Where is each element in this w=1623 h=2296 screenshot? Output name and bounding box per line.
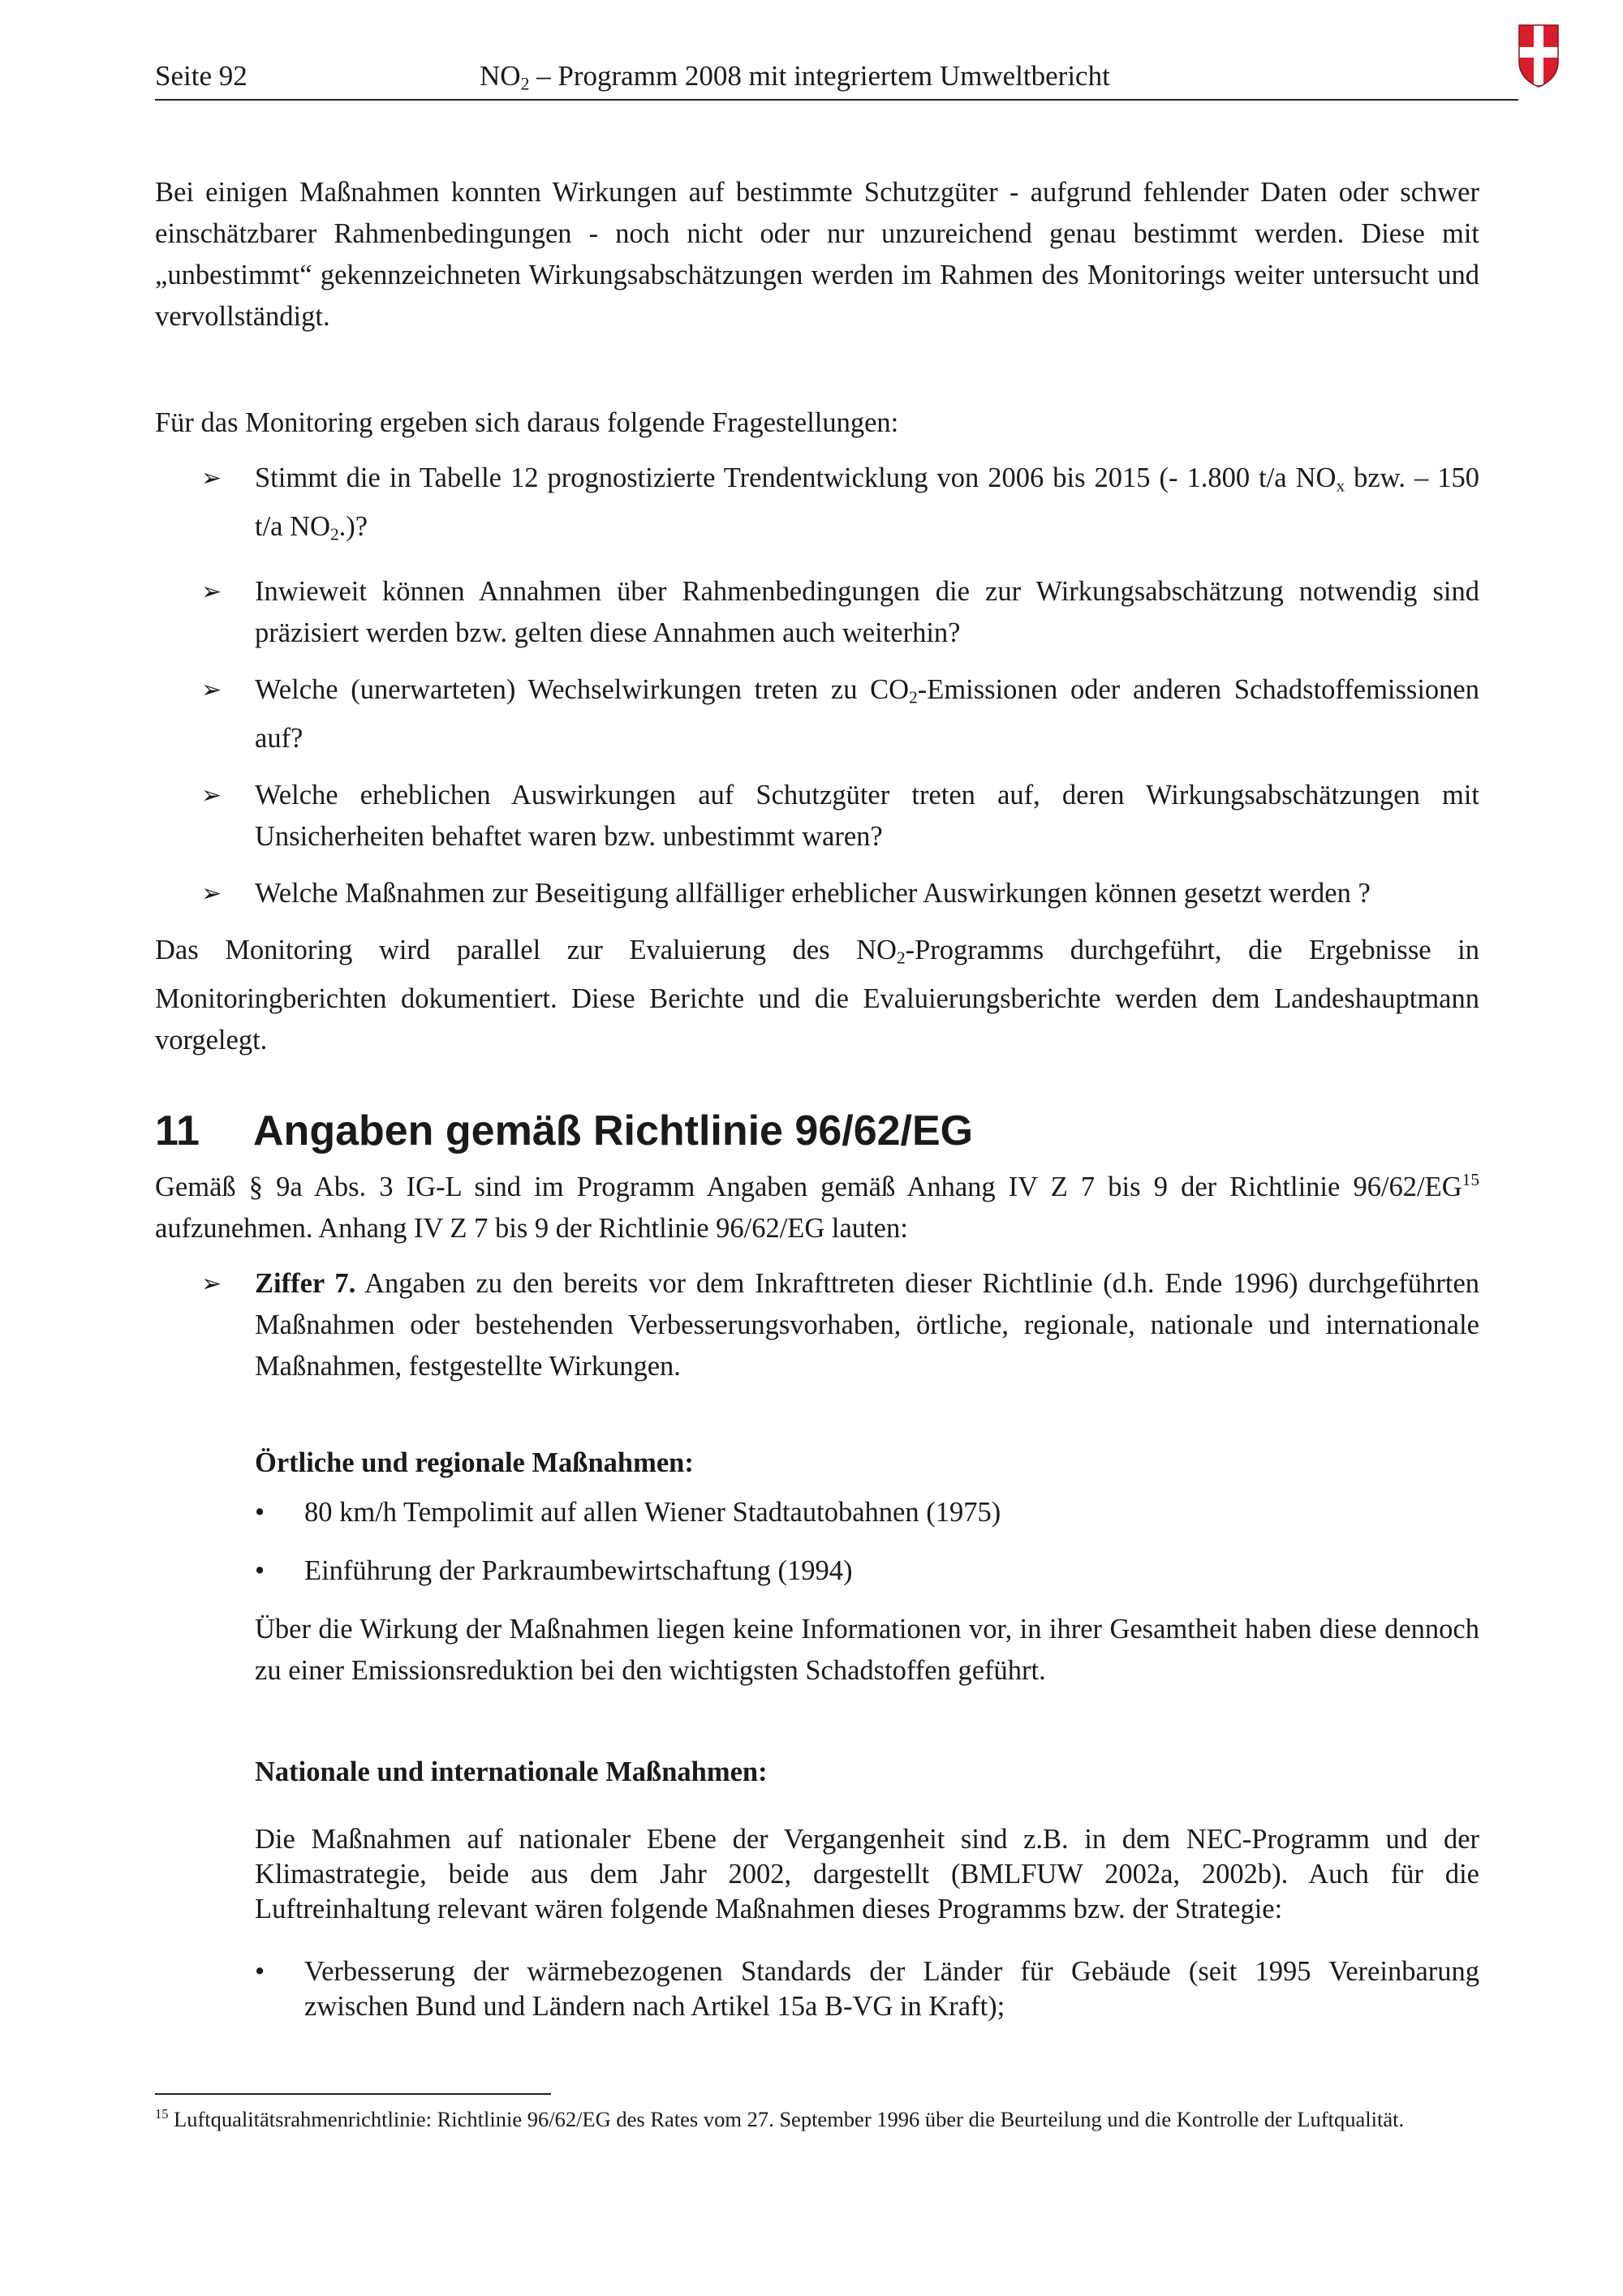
bullet-dot-icon: • [255,1555,265,1587]
list-item: • Verbesserung der wärmebezogenen Standards der Länder für Gebäude (seit 1995 Vereinbarung zwischen Bund und Ländern nach Artikel 15a B-VG in Kraft); [255,1956,1479,2023]
section-heading [155,1107,1479,1155]
national-measures-list [255,1954,1479,2024]
footnote: $^{15}$ Luftqualitätsrahmenrichtlinie: Richtlinie 96/62/EG des Rates vom 27. September 1996 über die Beurteilung und die Kontrolle der Luftqualität. [155,2106,1405,2131]
list-item: ➢ Ziffer 7. Angaben zu den bereits vor dem Inkrafttreten dieser Richtlinie (d.h. Ende 1996) durchgeführten Maßnahmen oder bestehenden Verbesserungsvorhaben, örtliche, regionale, nationale und internationale Maßnahmen, festgestellte Wirkungen. [155,1263,1479,1387]
local-measures-effect: Über die Wirkung der Maßnahmen liegen keine Informationen vor, in ihrer Gesamtheit haben diese dennoch zu einer Emissionsreduktion bei den wichtigsten Schadstoffen geführt. [255,1614,1479,1687]
bullet-dot-icon: • [255,1956,265,1988]
list-item: • Einführung der Parkraumbewirtschaftung (1994) [255,1550,1479,1592]
list-item: ➢ Inwieweit können Annahmen über Rahmenbedingungen die zur Wirkungsabschätzung notwendig sind präzisiert werden bzw. gelten diese Annahmen auch weiterhin? [155,571,1479,654]
arrow-bullet-icon: ➢ [201,675,222,704]
list-item: ➢ Welche Maßnahmen zur Beseitigung allfälliger erheblicher Auswirkungen können gesetzt werden ? [155,873,1479,914]
footnote-divider [155,2093,551,2095]
questions-list [155,458,1479,914]
arrow-bullet-icon: ➢ [201,1270,222,1299]
arrow-bullet-icon: ➢ [201,464,222,492]
list-item: ➢ Welche erheblichen Auswirkungen auf Schutzgüter treten auf, deren Wirkungsabschätzungen mit Unsicherheiten behaftet waren bzw. unbestimmt waren? [155,775,1479,858]
footnote-marker: 15 [155,2106,169,2122]
arrow-bullet-icon: ➢ [201,577,222,606]
page-number: Seite 92 [155,60,248,92]
arrow-bullet-icon: ➢ [201,879,222,909]
section-title: Angaben gemäß Richtlinie 96/62/EG [253,1107,974,1155]
local-measures-list [255,1492,1479,1592]
ziffer-label: Ziffer 7. [255,1268,356,1300]
ziffer-list [155,1263,1479,1387]
local-measures-heading: Örtliche und regionale Maßnahmen: [255,1447,694,1479]
footnote-reference[interactable]: 15 [1462,1170,1479,1190]
arrow-bullet-icon: ➢ [201,781,222,810]
questions-intro: Für das Monitoring ergeben sich daraus folgende Fragestellungen: [155,407,899,438]
list-item: ➢ Welche (unerwarteten) Wechselwirkungen treten zu $CO_2$-Emissionen oder anderen Schadstoffemissionen auf? [155,669,1479,759]
main-content [155,172,1479,2041]
national-measures-text: Die Maßnahmen auf nationaler Ebene der Vergangenheit sind z.B. in dem NEC-Programm und der Klimastrategie, beide aus dem Jahr 2002, dargestellt (BMLFUW 2002a, 2002b). Auch für die Luftreinhaltung relevant wären folgende Maßnahmen dieses Programms bzw. der Strategie: [255,1824,1479,1925]
intro-paragraph: Bei einigen Maßnahmen konnten Wirkungen auf bestimmte Schutzgüter - aufgrund fehlender Daten oder schwer einschätzbarer Rahmenbedingungen - noch nicht oder nur unzureichend genau bestimmt werden. Diese mit „unbestimmt“ gekennzeichneten Wirkungsabschätzungen werden im Rahmen des Monitorings weiter untersucht und vervollständigt. [155,177,1479,332]
list-item: ➢ Stimmt die in Tabelle 12 prognostizierte Trendentwicklung von 2006 bis 2015 (- 1.800 t/a $NO_x$ bzw. – 150 t/a $NO_2$.)? [155,458,1479,556]
section-number: 11 [155,1107,200,1155]
monitoring-paragraph: Das Monitoring wird parallel zur Evaluierung des $NO_2$-Programms durchgeführt, die Ergebnisse in Monitoringberichten dokumentiert. Diese Berichte und die Evaluierungsberichte werden dem Landeshauptmann vorgelegt. [155,935,1479,1056]
vienna-coat-of-arms-icon [1518,24,1559,88]
list-item: • 80 km/h Tempolimit auf allen Wiener Stadtautobahnen (1975) [255,1492,1479,1533]
bullet-dot-icon: • [255,1497,265,1529]
national-measures-heading: Nationale und internationale Maßnahmen: [255,1756,768,1788]
document-title: $NO_2$ – Programm 2008 mit integriertem Umweltbericht [480,60,1110,94]
section-intro: Gemäß § 9a Abs. 3 IG-L sind im Programm Angaben gemäß Anhang IV Z 7 bis 9 der Richtlinie 96/62/EG$^{15}$ aufzunehmen. Anhang IV Z 7 bis 9 der Richtlinie 96/62/EG lauten: [155,1170,1479,1245]
page-header [155,57,1518,101]
